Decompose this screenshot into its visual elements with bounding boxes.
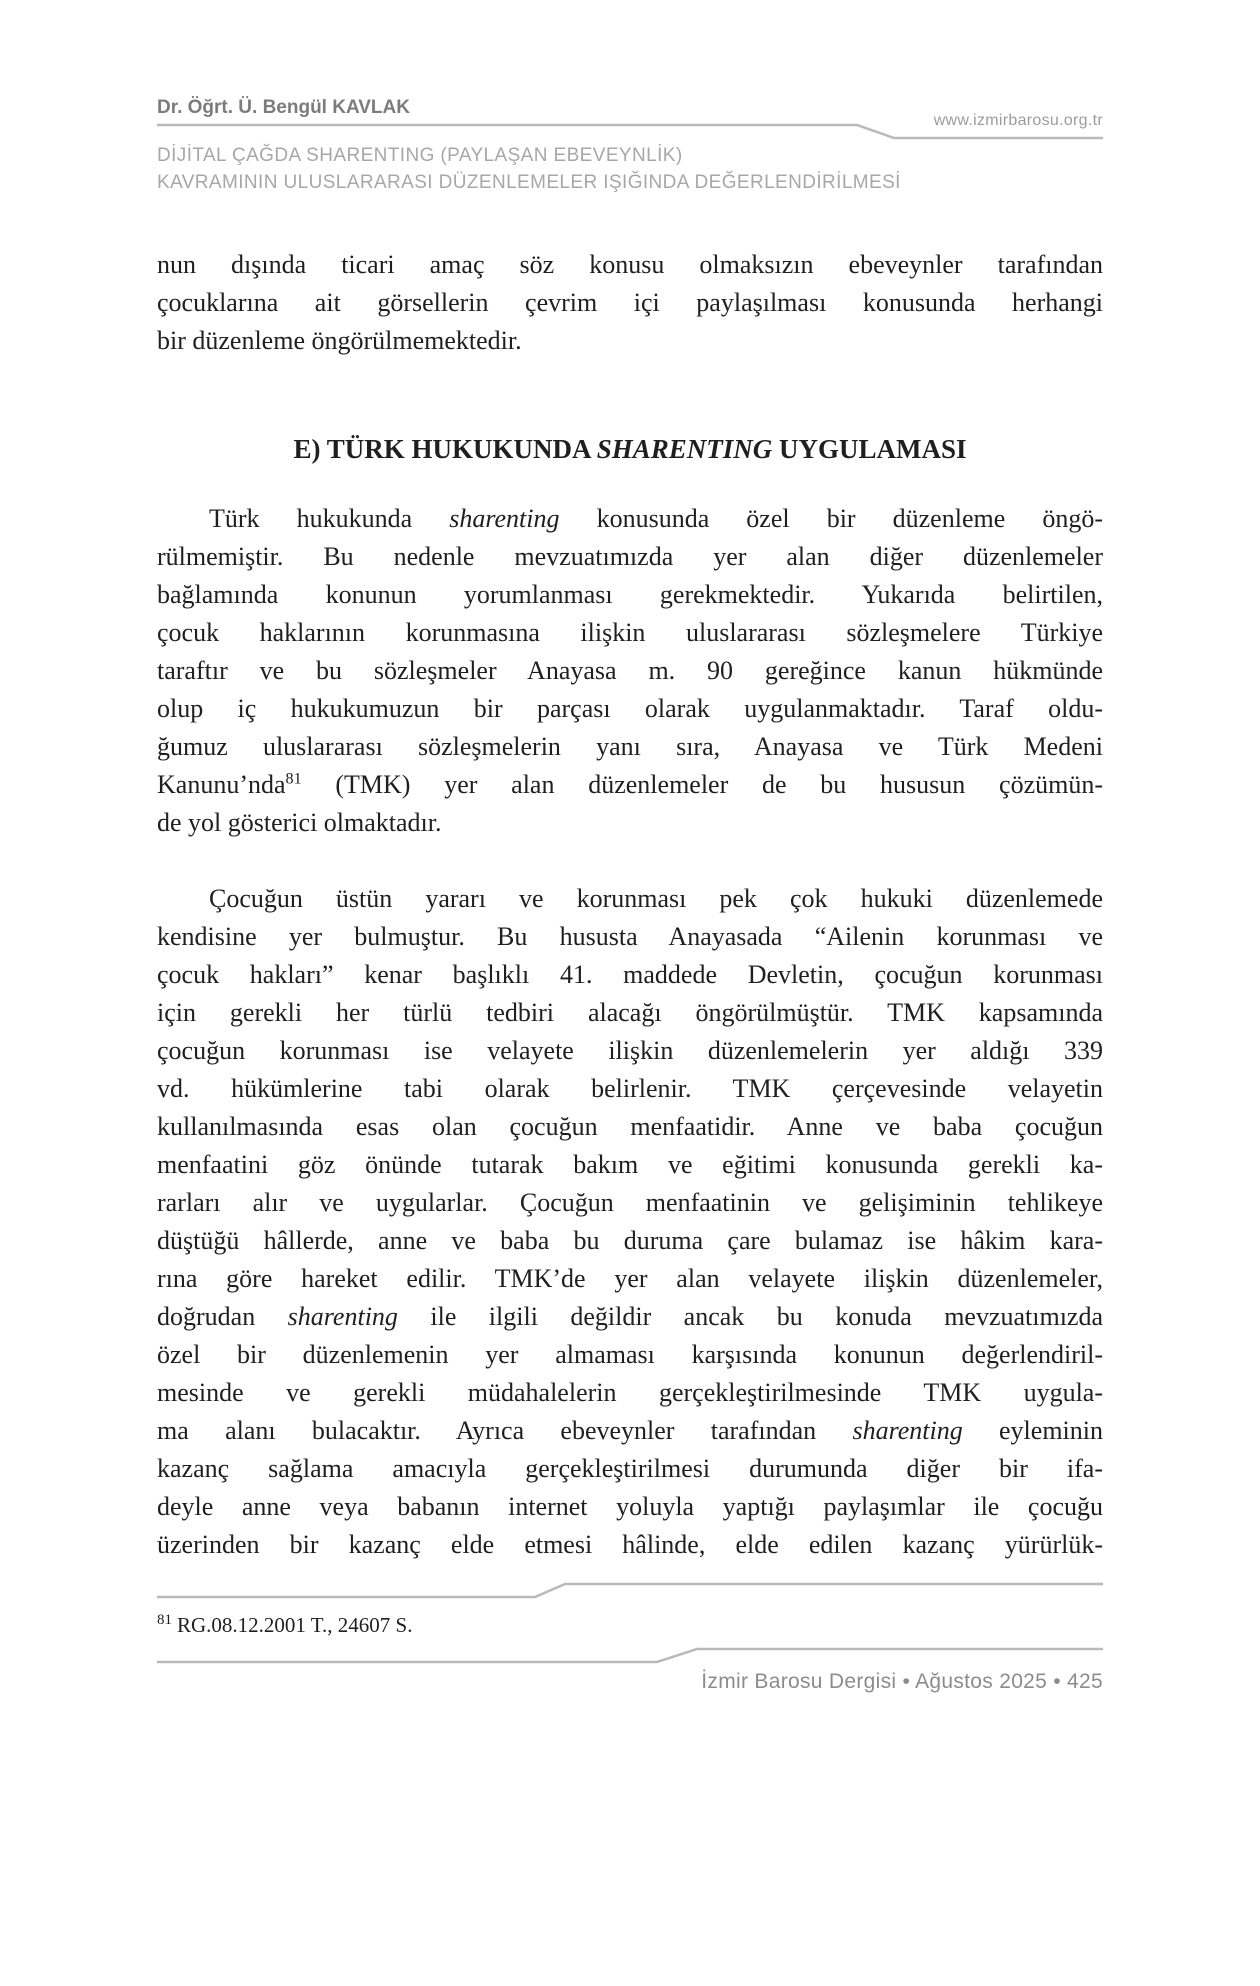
text-line: özel bir düzenlemenin yer almaması karşısında konunun değerlendiril- [157,1340,1103,1369]
text-line: bir düzenleme öngörülmemektedir. [157,326,522,355]
text-line: bağlamında konunun yorumlanması gerekmektedir. Yukarıda belirtilen, [157,580,1103,609]
footnote [157,1610,1103,1640]
footer-rule [157,1644,1103,1666]
text-line: Çocuğun üstün yararı ve korunması pek çok hukuki düzenlemede [209,884,1103,913]
text-line: rülmemiştir. Bu nedenle mevzuatımızda yer alan diğer düzenlemeler [157,542,1103,571]
text-line: ğumuz uluslararası sözleşmelerin yanı sıra, Anayasa ve Türk Medeni [157,732,1103,761]
text-line: taraftır ve bu sözleşmeler Anayasa m. 90 gereğince kanun hükmünde [157,656,1103,685]
journal-page [0,96,1260,1696]
article-title-line2: KAVRAMININ ULUSLARARASI DÜZENLEMELER IŞIĞINDA DEĞERLENDİRİLMESİ [157,172,901,193]
page-header [157,96,1103,196]
text-line: vd. hükümlerine tabi olarak belirlenir. TMK çerçevesinde velayetin [157,1074,1103,1103]
text-line: üzerinden bir kazanç elde etmesi hâlinde, elde edilen kazanç yürürlük- [157,1530,1103,1559]
text-line: düştüğü hâllerde, anne ve baba bu duruma çare bulamaz ise hâkim kara- [157,1226,1103,1255]
text-line: çocuğun korunması ise velayete ilişkin düzenlemelerin yer aldığı 339 [157,1036,1103,1065]
text-line: Kanunu’nda$^{81}$ (TMK) yer alan düzenlemeler de bu hususun çözümün- [157,770,1103,799]
text-line: mesinde ve gerekli müdahalelerin gerçekleştirilmesinde TMK uygula- [157,1378,1103,1407]
footer-rule-line [157,1644,1103,1666]
text-line: kendisine yer bulmuştur. Bu hususta Anayasada “Ailenin korunması ve [157,922,1103,951]
text-line: kullanılmasında esas olan çocuğun menfaatidir. Anne ve baba çocuğun [157,1112,1103,1141]
text-line: de yol gösterici olmaktadır. [157,808,442,837]
text-line: kazanç sağlama amacıyla gerçekleştirilmesi durumunda diğer bir ifa- [157,1454,1103,1483]
page-body [157,246,1103,1564]
paragraph [157,246,1103,360]
header-rule [157,112,1103,142]
text-line: Türk hukukunda sharenting konusunda özel bir düzenleme öngö- [209,504,1103,533]
text-line: nun dışında ticari amaç söz konusu olmaksızın ebeveynler tarafından [157,250,1103,279]
text-line: çocuklarına ait görsellerin çevrim içi paylaşılması konusunda herhangi [157,288,1103,317]
site-url: www.izmirbarosu.org.tr [933,112,1103,129]
article-title-line1: DİJİTAL ÇAĞDA SHARENTING (PAYLAŞAN EBEVEYNLİK) [157,145,683,166]
text-line: rına göre hareket edilir. TMK’de yer alan velayete ilişkin düzenlemeler, [157,1264,1103,1293]
text-line: rarları alır ve uygularlar. Çocuğun menfaatinin ve gelişiminin tehlikeye [157,1188,1103,1217]
text-line: doğrudan sharenting ile ilgili değildir ancak bu konuda mevzuatımızda [157,1302,1104,1331]
article-text [157,246,1103,1564]
journal-footer-text: İzmir Barosu Dergisi • Ağustos 2025 • 425 [701,1670,1103,1693]
text-line: çocuk haklarının korunmasına ilişkin uluslararası sözleşmelere Türkiye [157,618,1103,647]
text-line: olup iç hukukumuzun bir parçası olarak uygulanmaktadır. Taraf oldu- [157,694,1103,723]
text-line: çocuk hakları” kenar başlıklı 41. maddede Devletin, çocuğun korunması [157,960,1103,989]
footnote-number: 81 [157,1612,172,1628]
paragraph [157,880,1103,1564]
text-line: için gerekli her türlü tedbiri alacağı öngörülmüştür. TMK kapsamında [157,998,1103,1027]
section-heading: E) TÜRK HUKUKUNDA SHARENTING UYGULAMASI [293,434,967,464]
author-name: Dr. Öğrt. Ü. Bengül KAVLAK [157,97,410,118]
text-line: ma alanı bulacaktır. Ayrıca ebeveynler tarafından sharenting eyleminin [157,1416,1103,1445]
text-line: deyle anne veya babanın internet yoluyla yaptığı paylaşımlar ile çocuğu [157,1492,1103,1521]
paragraph [157,500,1103,842]
footnote-separator-line [157,1580,1103,1602]
page-footer [157,1644,1103,1696]
footnote-text: RG.08.12.2001 T., 24607 S. [177,1613,413,1637]
text-line: menfaatini göz önünde tutarak bakım ve eğitimi konusunda gerekli ka- [157,1150,1103,1179]
footnote-separator [157,1580,1103,1602]
